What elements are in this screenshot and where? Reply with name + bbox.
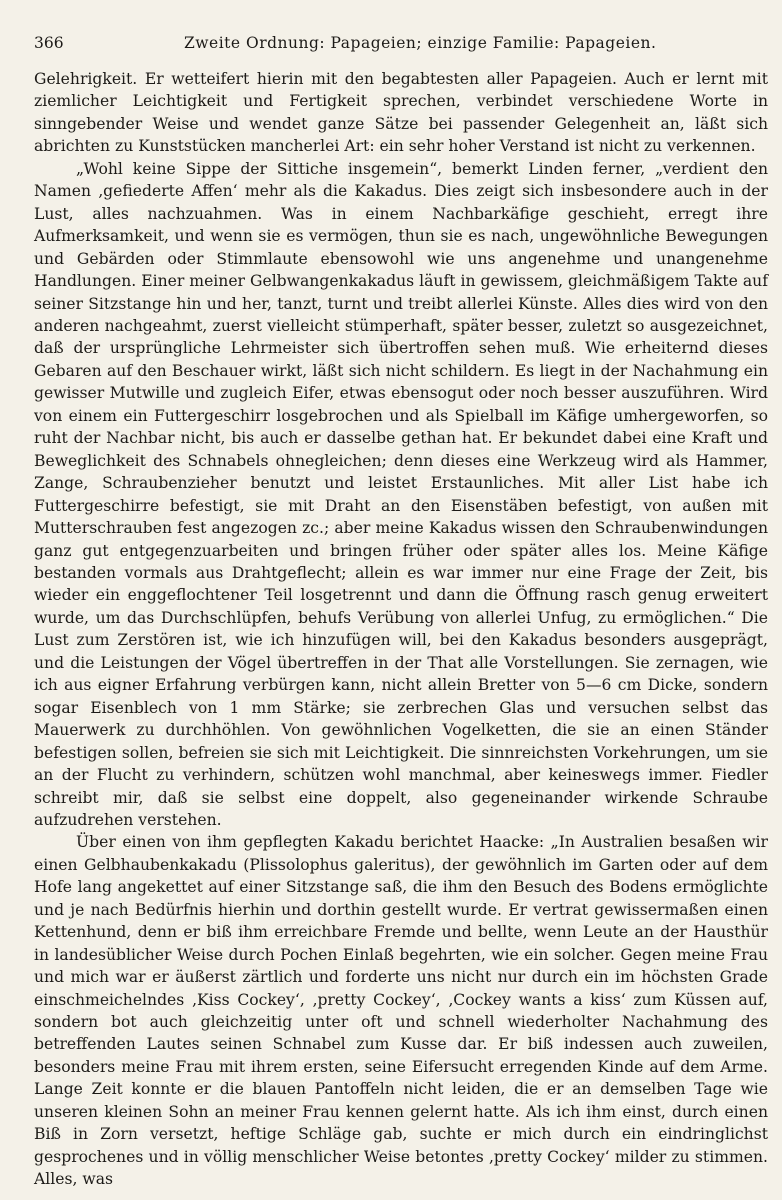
- book-page: [34, 28, 768, 1189]
- paragraph-linden-quote: „Wohl keine Sippe der Sittiche insgemein“, bemerkt Linden ferner, „verdient den Namen ‚gefiederte Affen‘ mehr als die Kakadus. Dies zeigt sich insbesondere auch in der Lust, alles nachzuahmen. Was in einem Nachbarkäfige geschieht, erregt ihre Aufmerksamkeit, und wenn sie es vermögen, thun sie es nach, ungewöhnliche Bewegungen und Gebärden oder Stimmlaute ebensowohl wie uns angenehme und unangenehme Handlungen. Einer meiner Gelbwangenkakadus läuft in gewissem, gleichmäßigem Takte auf seiner Sitzstange hin und her, tanzt, turnt und treibt allerlei Künste. Alles dies wird von den anderen nachgeahmt, zuerst vielleicht stümperhaft, später besser, zuletzt so ausgezeichnet, daß der ursprüngliche Lehrmeister sich übertroffen sehen muß. Wie erheiternd dieses Gebaren auf den Beschauer wirkt, läßt sich nicht schildern. Es liegt in der Nachahmung ein gewisser Mutwille und zugleich Eifer, etwas ebensogut oder noch besser auszuführen. Wird von einem ein Futtergeschirr losgebrochen und als Spielball im Käfige umhergeworfen, so ruht der Nachbar nicht, bis auch er dasselbe gethan hat. Er bekundet dabei eine Kraft und Beweglichkeit des Schnabels ohnegleichen; denn dieses eine Werkzeug wird als Hammer, Zange, Schraubenzieher benutzt und leistet Erstaunliches. Mit aller List habe ich Futtergeschirre befestigt, sie mit Draht an den Eisenstäben befestigt, von außen mit Mutterschrauben fest angezogen zc.; aber meine Kakadus wissen den Schraubenwindungen ganz gut entgegenzuarbeiten und bringen früher oder später alles los. Meine Käfige bestanden vormals aus Drahtgeflecht; allein es war immer nur eine Frage der Zeit, bis wieder ein enggeflochtener Teil losgetrennt und dann die Öffnung rasch genug erweitert wurde, um das Durchschlüpfen, behufs Verübung von allerlei Unfug, zu ermöglichen.“ Die Lust zum Zerstören ist, wie ich hinzufügen will, bei den Kakadus besonders ausgeprägt, und die Leistungen der Vögel übertreffen in der That alle Vorstellungen. Sie zernagen, wie ich aus eigner Erfahrung verbürgen kann, nicht allein Bretter von 5—6 cm Dicke, sondern sogar Eisenblech von 1 mm Stärke; sie zerbrechen Glas und versuchen selbst das Mauerwerk zu durchhöhlen. Von gewöhnlichen Vogelketten, die sie an einen Ständer befestigen sollen, befreien sie sich mit Leichtigkeit. Die sinnreichsten Vorkehrungen, um sie an der Flucht zu verhindern, schützen wohl manchmal, aber keineswegs immer. Fiedler schreibt mir, daß sie selbst eine doppelt, also gegeneinander wirkende Schraube aufzudrehen verstehen.: [34, 159, 768, 829]
- running-head: [34, 28, 768, 58]
- running-title: Zweite Ordnung: Papageien; einzige Familie: Papageien.: [184, 34, 657, 52]
- page-number: 366: [34, 34, 64, 52]
- body-text: [34, 68, 768, 1191]
- paragraph-continuation: Gelehrigkeit. Er wetteifert hierin mit den begabtesten aller Papageien. Auch er lernt mit ziemlicher Leichtigkeit und Fertigkeit sprechen, verbindet verschiedene Worte in sinngebender Weise und wendet ganze Sätze bei passender Gelegenheit an, läßt sich abrichten zu Kunststücken mancherlei Art: ein sehr hoher Verstand ist nicht zu verkennen.: [34, 70, 768, 156]
- paragraph-haacke-report: Über einen von ihm gepflegten Kakadu berichtet Haacke: „In Australien besaßen wir einen Gelbhaubenkakadu (Plissolophus galeritus), der gewöhnlich im Garten oder auf dem Hofe lang angekettet auf einer Sitzstange saß, die ihm den Besuch des Bodens ermöglichte und je nach Bedürfnis hierhin und dorthin gestellt wurde. Er vertrat gewissermaßen einen Kettenhund, denn er biß ihm erreichbare Fremde und bellte, wenn Leute an der Hausthür in landesüblicher Weise durch Pochen Einlaß begehrten, wie ein solcher. Gegen meine Frau und mich war er äußerst zärtlich und forderte uns nicht nur durch ein im höchsten Grade einschmeichelndes ‚Kiss Cockey‘, ‚pretty Cockey‘, ‚Cockey wants a kiss‘ zum Küssen auf, sondern bot auch gleichzeitig unter oft und schnell wiederholter Nachahmung des betreffenden Lautes seinen Schnabel zum Kusse dar. Er biß indessen auch zuweilen, besonders meine Frau mit ihrem ersten, seine Eifersucht erregenden Kinde auf dem Arme. Lange Zeit konnte er die blauen Pantoffeln nicht leiden, die er an demselben Tage wie unseren kleinen Sohn an meiner Frau kennen gelernt hatte. Als ich ihm einst, durch einen Biß in Zorn versetzt, heftige Schläge gab, suchte er mich durch ein eindringlichst gesprochenes und in völlig menschlicher Weise betontes ‚pretty Cockey‘ milder zu stimmen. Alles, was: [34, 833, 768, 1189]
